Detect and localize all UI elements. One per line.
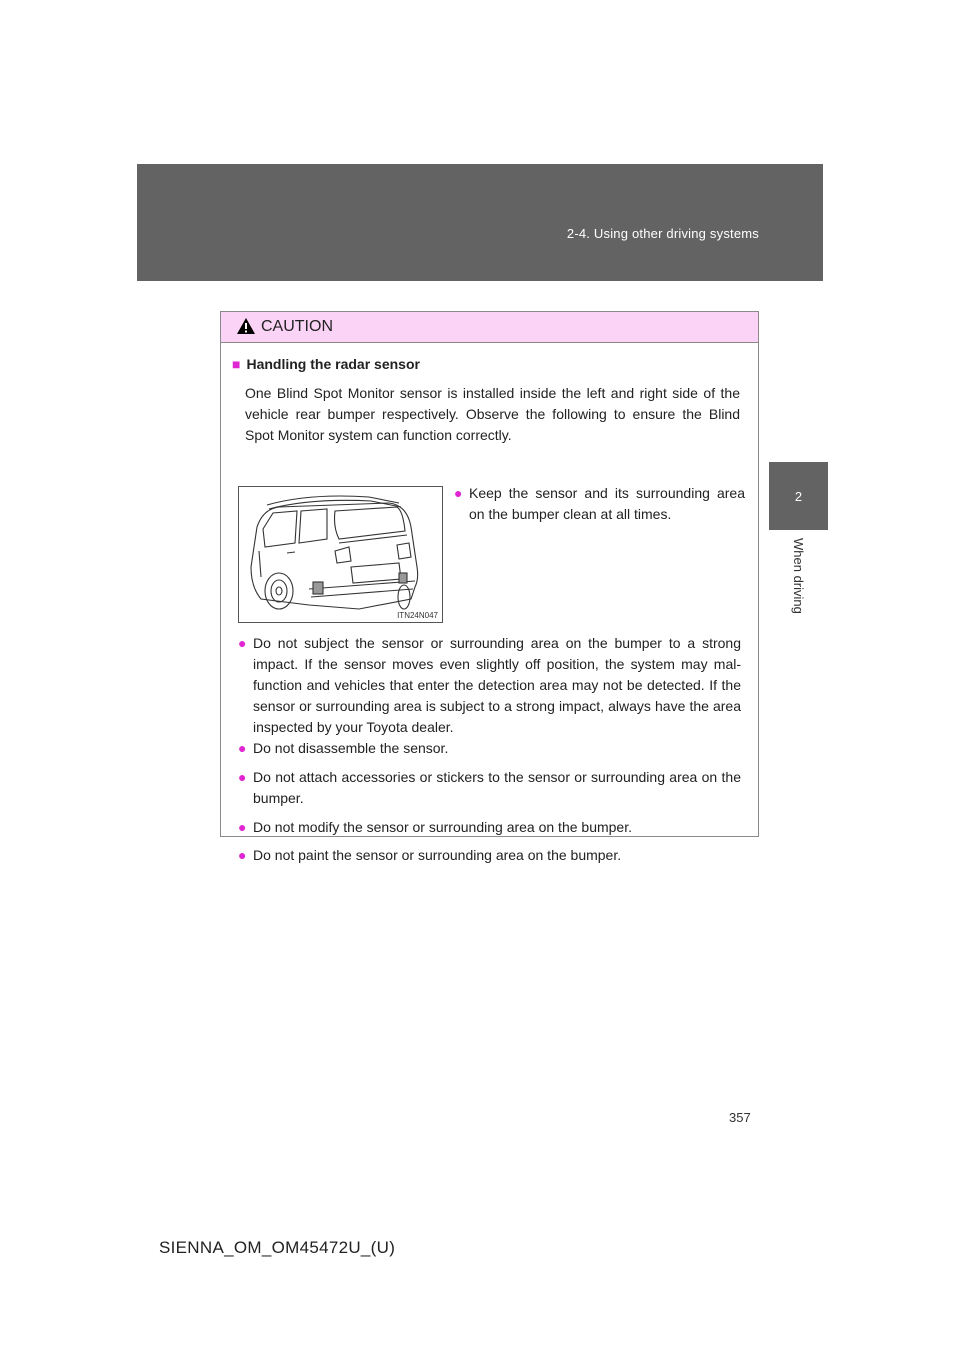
list-item-text: Do not attach accessories or stickers to the sensor or surrounding area on the bumper. bbox=[253, 769, 741, 806]
list-item-text: Do not disassemble the sensor. bbox=[253, 740, 449, 756]
bullet-dot-icon: ● bbox=[238, 847, 247, 863]
list-item bbox=[238, 817, 741, 838]
minivan-rear-icon bbox=[239, 487, 442, 622]
list-item bbox=[238, 845, 741, 866]
figure-code: ITN24N047 bbox=[397, 611, 438, 620]
intro-paragraph: One Blind Spot Monitor sensor is installed inside the left and right side of the vehicle rear bumper respectively. Observe the following to ensure the Blind Spot Monitor system can function correctly. bbox=[245, 385, 740, 443]
bullet-dot-icon: ● bbox=[238, 740, 247, 756]
section-heading bbox=[232, 356, 420, 372]
square-bullet-icon: ■ bbox=[232, 356, 241, 372]
vehicle-illustration bbox=[238, 486, 443, 623]
list-item bbox=[238, 738, 741, 759]
bullet-dot-icon: ● bbox=[238, 819, 247, 835]
caution-box bbox=[220, 311, 759, 863]
list-item-text: Do not paint the sensor or surrounding area on the bumper. bbox=[253, 847, 622, 863]
chapter-tab bbox=[769, 462, 828, 530]
bullet-dot-icon: ● bbox=[238, 769, 247, 785]
chapter-number: 2 bbox=[794, 488, 803, 504]
chapter-label: When driving bbox=[791, 538, 806, 614]
page-number: 357 bbox=[729, 1110, 751, 1125]
caution-header bbox=[221, 312, 758, 343]
footer-document-code: SIENNA_OM_OM45472U_(U) bbox=[159, 1238, 396, 1257]
list-item-text: Keep the sensor and its surrounding area on the bumper clean at all times. bbox=[469, 485, 745, 522]
list-item-text: Do not subject the sensor or surrounding area on the bumper to a strong impact. If the sensor moves even slightly off position, the system may mal-function and vehicles that enter the detection area may not be detected. If the sensor or surrounding area is subject to a strong impact, always have the area inspected by your Toyota dealer. bbox=[253, 635, 741, 735]
section-heading-text: Handling the radar sensor bbox=[246, 356, 420, 372]
list-item bbox=[238, 767, 741, 809]
list-item-text: Do not modify the sensor or surrounding area on the bumper. bbox=[253, 819, 632, 835]
header-band bbox=[137, 164, 823, 281]
bullet-dot-icon: ● bbox=[454, 485, 463, 501]
bullet-dot-icon: ● bbox=[238, 635, 247, 651]
section-title: 2-4. Using other driving systems bbox=[566, 226, 759, 241]
caution-title: CAUTION bbox=[261, 318, 333, 335]
warning-icon bbox=[236, 317, 256, 335]
list-item bbox=[454, 483, 745, 525]
list-item bbox=[238, 633, 741, 738]
